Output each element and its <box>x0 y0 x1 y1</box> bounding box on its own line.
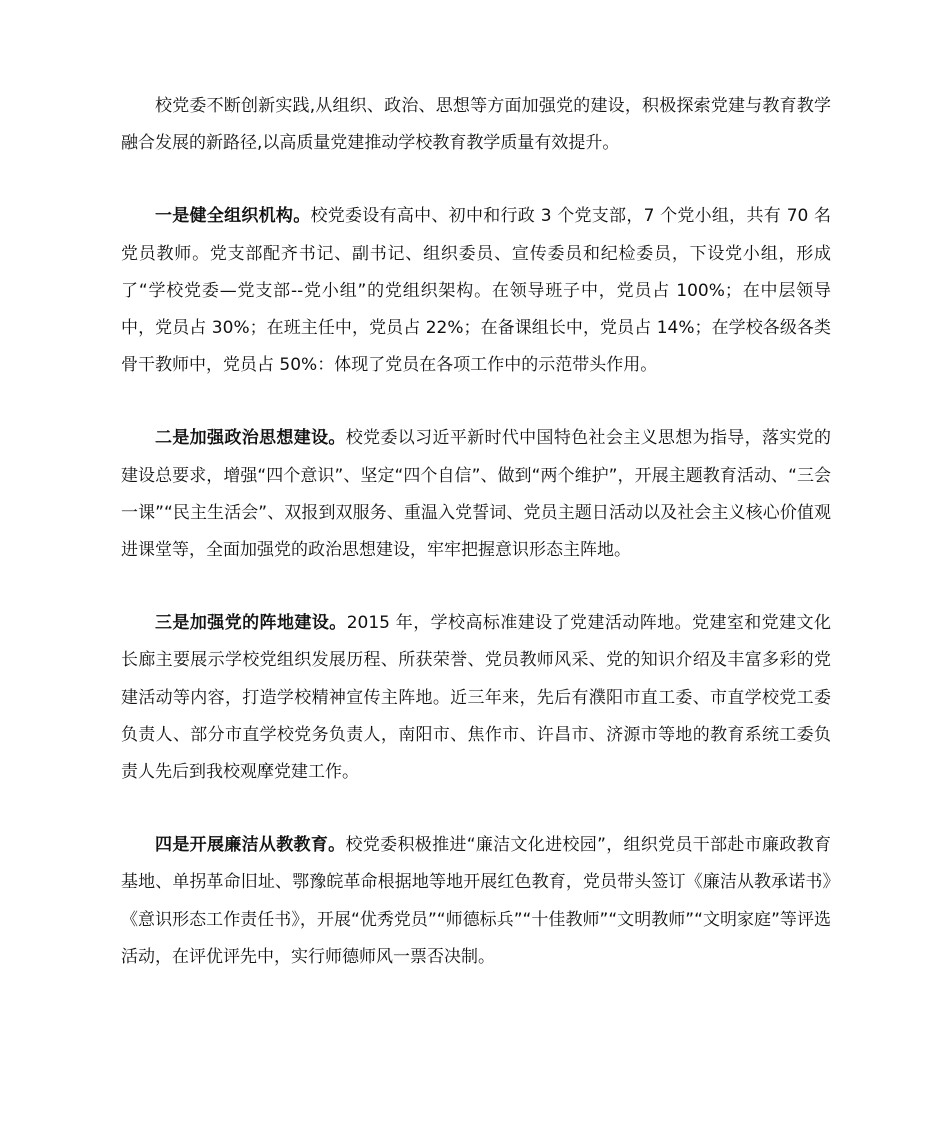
section-paragraph-1 <box>121 198 831 384</box>
section-heading-2: 二是加强政治思想建设。 <box>155 428 346 449</box>
section-paragraph-4 <box>121 827 831 976</box>
section-body-4: 校党委积极推进“廉洁文化进校园”，组织党员干部赴市廉政教育基地、单拐革命旧址、鄂豫皖革命根据地等地开展红色教育，党员带头签订《廉洁从教承诺书》《意识形态工作责任书》，开展“优秀党员”“师德标兵”“十佳教师”“文明教师”“文明家庭”等评选活动，在评优评先中，实行师德师风一票否决制。 <box>121 835 831 967</box>
section-heading-4: 四是开展廉洁从教教育。 <box>155 835 346 856</box>
section-body-2: 校党委以习近平新时代中国特色社会主义思想为指导，落实党的建设总要求，增强“四个意识”、坚定“四个自信”、做到“两个维护”，开展主题教育活动、“三会一课”“民主生活会”、双报到双服务、重温入党誓词、党员主题日活动以及社会主义核心价值观进课堂等，全面加强党的政治思想建设，牢牢把握意识形态主阵地。 <box>121 428 832 561</box>
intro-paragraph: 校党委不断创新实践,从组织、政治、思想等方面加强党的建设，积极探索党建与教育教学融合发展的新路径,以高质量党建推动学校教育教学质量有效提升。 <box>121 96 831 154</box>
section-heading-3: 三是加强党的阵地建设。 <box>155 613 347 634</box>
section-paragraph-2 <box>121 420 831 569</box>
section-paragraph-3 <box>121 605 831 791</box>
document-page <box>121 88 831 1012</box>
section-body-3: 2015 年，学校高标准建设了党建活动阵地。党建室和党建文化长廊主要展示学校党组织发展历程、所获荣誉、党员教师风采、党的知识介绍及丰富多彩的党建活动等内容，打造学校精神宣传主阵地。近三年来，先后有濮阳市直工委、市直学校党工委负责人、部分市直学校党务负责人，南阳市、焦作市、许昌市、济源市等地的教育系统工委负责人先后到我校观摩党建工作。 <box>121 613 831 783</box>
section-body-1: 校党委设有高中、初中和行政 3 个党支部，7 个党小组，共有 70 名党员教师。党支部配齐书记、副书记、组织委员、宣传委员和纪检委员，下设党小组，形成了“学校党委—党支部--党小组”的党组织架构。在领导班子中，党员占 100%；在中层领导中，党员占 30%；在班主任中，党员占 22%；在备课组长中，党员占 14%；在学校各级各类骨干教师中，党员占 50%：体现了党员在各项工作中的示范带头作用。 <box>121 206 831 376</box>
section-heading-1: 一是健全组织机构。 <box>155 206 311 227</box>
